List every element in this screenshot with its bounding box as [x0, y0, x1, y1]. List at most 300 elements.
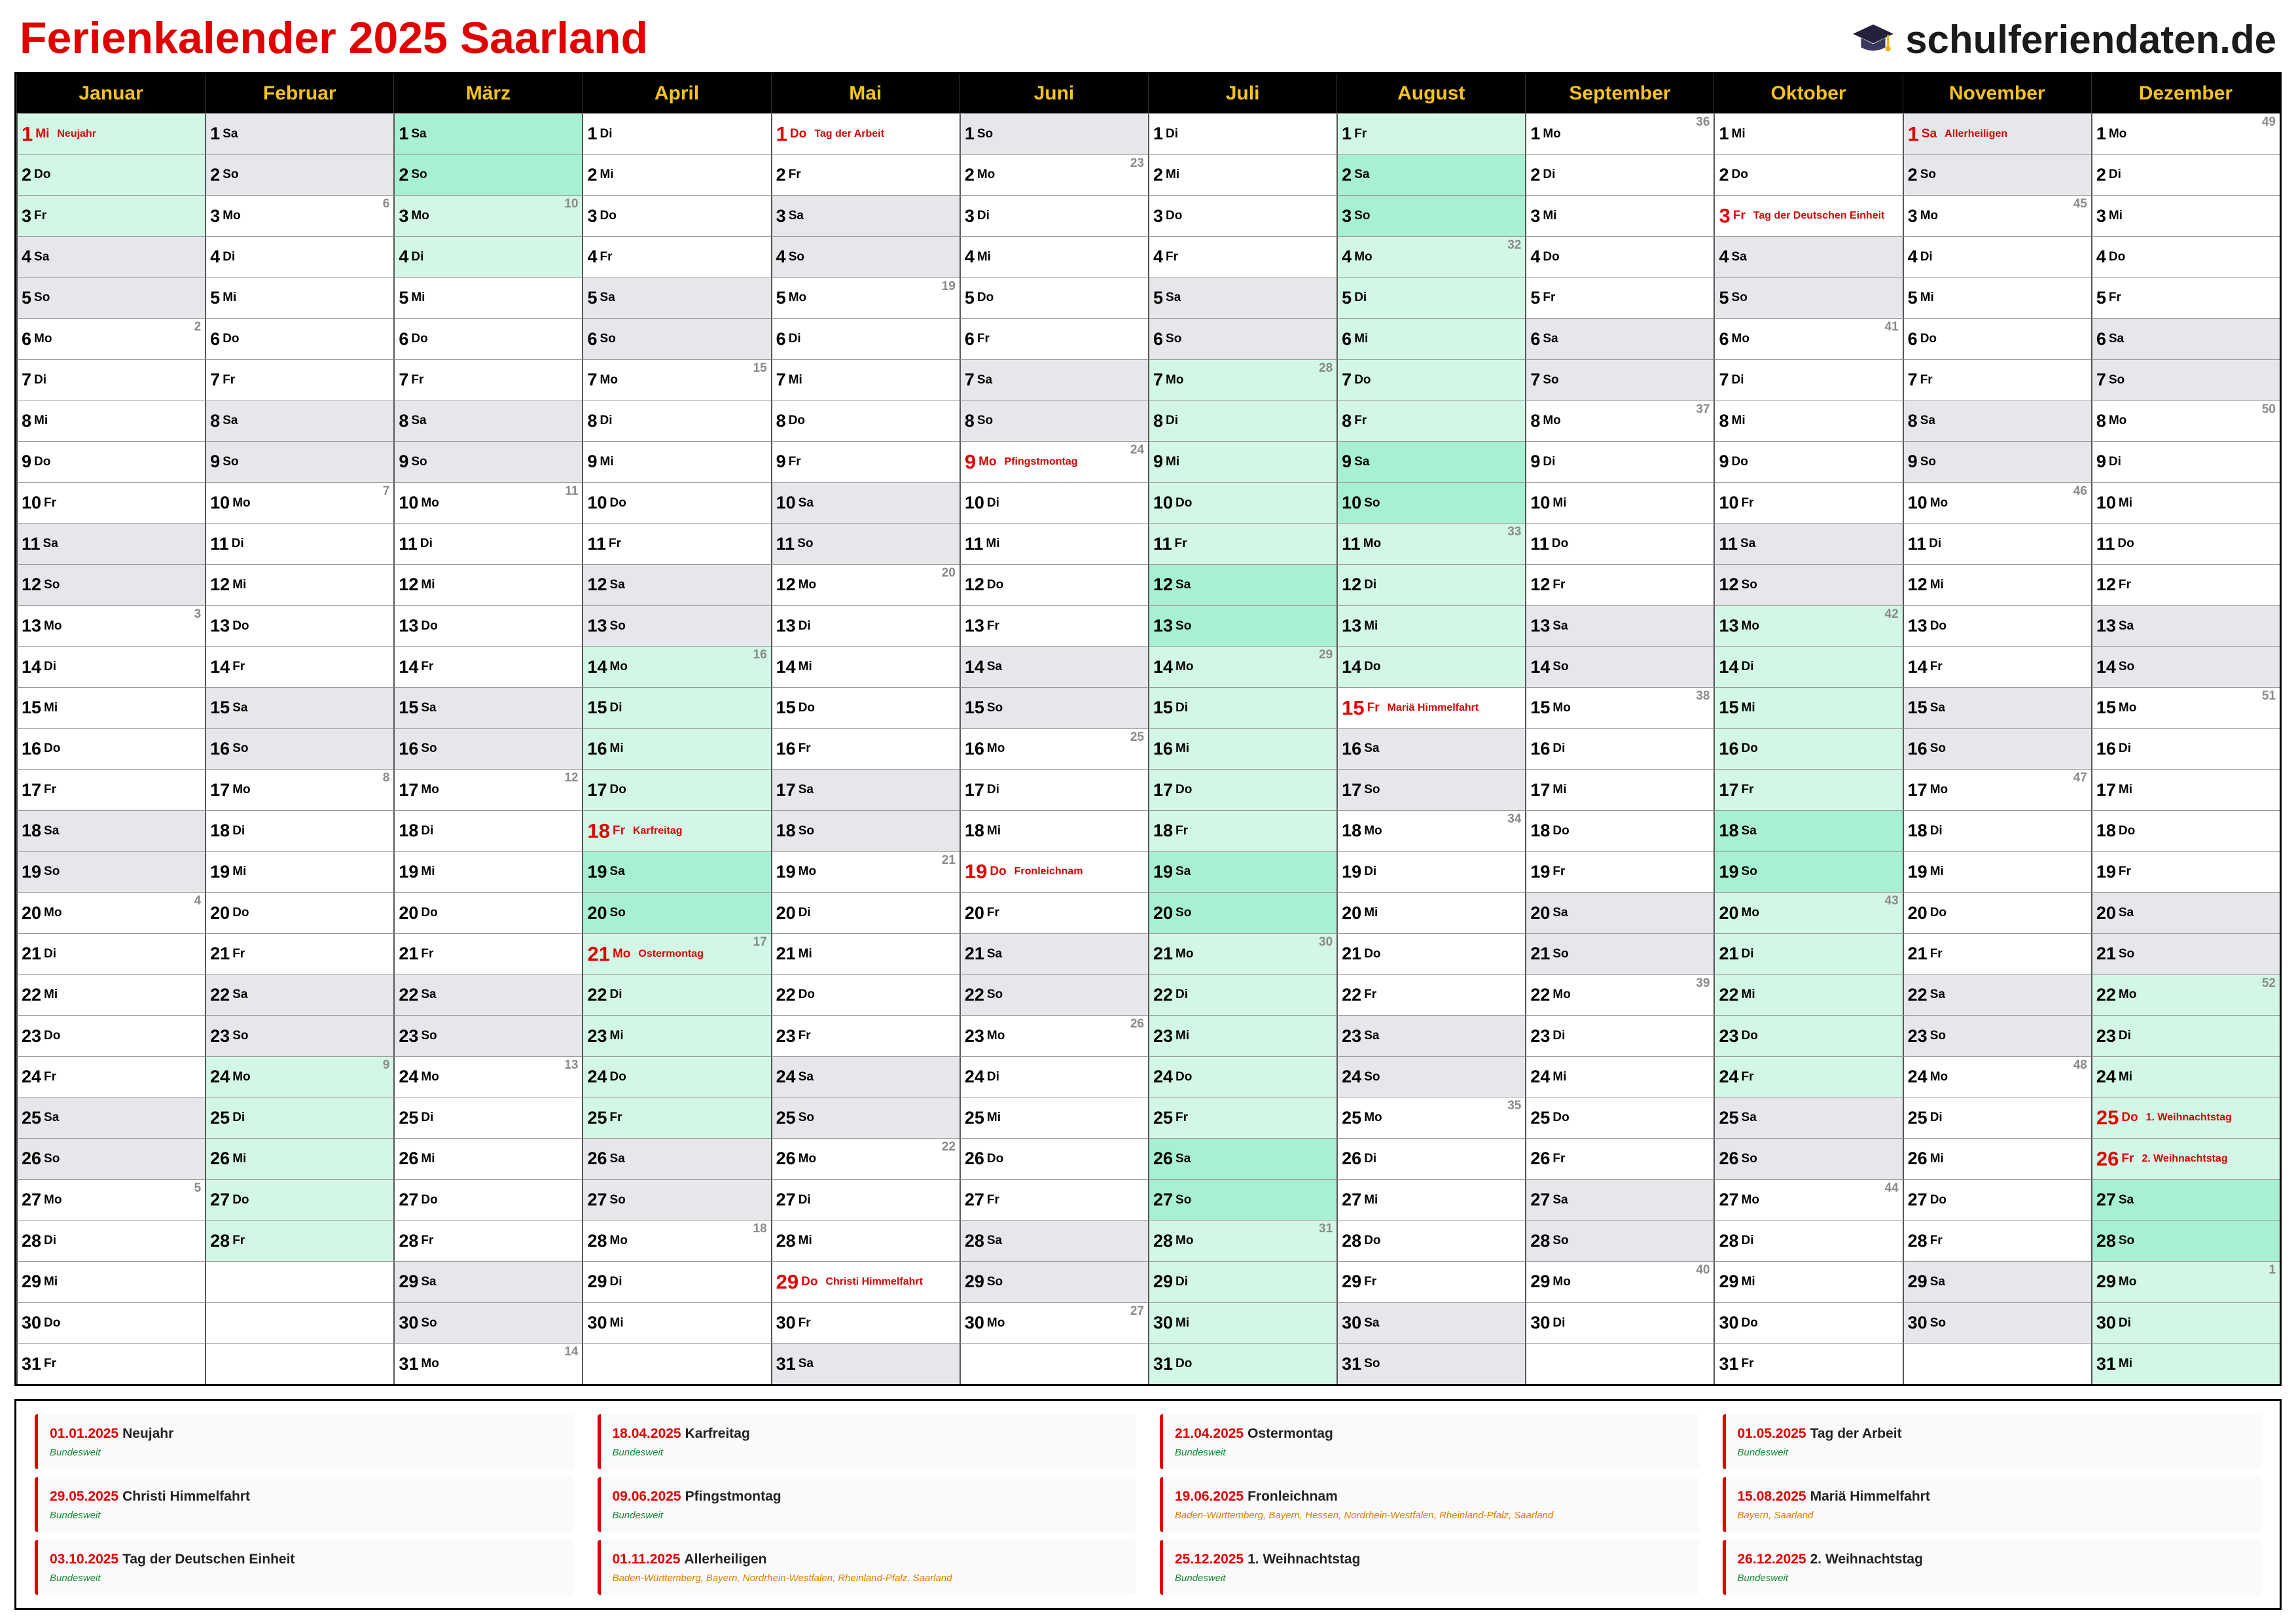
- day-cell: [1148, 1097, 1336, 1138]
- weekday-label: Mi: [44, 988, 58, 1002]
- day-number: 10: [1153, 493, 1174, 513]
- day-number: 7: [1530, 370, 1541, 390]
- day-number: 27: [587, 1190, 607, 1210]
- day-number: 17: [776, 779, 796, 800]
- day-cell: [771, 1343, 960, 1384]
- weekday-label: So: [1731, 291, 1748, 305]
- weekday-label: So: [411, 454, 427, 469]
- day-cell: [393, 318, 582, 359]
- day-cell: [771, 154, 960, 196]
- day-cell: [771, 1261, 960, 1302]
- day-cell: [205, 113, 393, 154]
- holiday-entry: [598, 1477, 1137, 1532]
- holiday-entry-title: [613, 1489, 1125, 1505]
- weekday-label: Do: [2108, 249, 2126, 264]
- day-number: 12: [1530, 575, 1551, 595]
- day-cell: [1148, 1220, 1336, 1261]
- day-cell: [2091, 1343, 2280, 1384]
- day-number: 23: [22, 1026, 42, 1046]
- day-number: 27: [22, 1190, 42, 1210]
- day-number: 25: [1719, 1107, 1739, 1128]
- day-cell: [393, 933, 582, 974]
- day-cell: [2091, 1015, 2280, 1056]
- day-cell: [960, 1097, 1148, 1138]
- weekday-label: Mo: [44, 1192, 62, 1207]
- day-number: 24: [1719, 1067, 1739, 1087]
- weekday-label: So: [1929, 1029, 1946, 1043]
- day-number: 26: [22, 1149, 42, 1169]
- day-number: 21: [399, 944, 419, 964]
- weekday-label: Di: [798, 618, 811, 633]
- week-number: 14: [564, 1345, 579, 1359]
- weekday-label: Fr: [232, 1234, 245, 1248]
- day-number: 28: [587, 1230, 607, 1251]
- day-number: 12: [210, 575, 230, 595]
- holiday-entry: [1723, 1477, 2262, 1532]
- day-number: 22: [776, 984, 796, 1005]
- day-cell: [771, 359, 960, 401]
- weekday-label: Do: [986, 577, 1004, 592]
- day-number: 30: [1342, 1313, 1362, 1333]
- day-cell: [582, 851, 770, 893]
- day-cell: [205, 851, 393, 893]
- day-cell: [1713, 441, 1902, 482]
- weekday-label: Mi: [977, 249, 991, 264]
- weekday-label: Sa: [1543, 332, 1558, 346]
- day-number: 8: [399, 410, 409, 431]
- day-cell: [1148, 401, 1336, 442]
- day-number: 28: [776, 1230, 796, 1251]
- weekday-label: Mi: [1741, 988, 1755, 1002]
- day-number: 16: [964, 738, 984, 758]
- weekday-label: Fr: [1175, 823, 1189, 838]
- day-number: 17: [210, 779, 230, 800]
- holiday-name: 2. Weihnachtstag: [1810, 1551, 1923, 1567]
- day-cell: [16, 769, 205, 810]
- week-number: 2: [194, 320, 202, 334]
- day-number: 1: [1342, 124, 1352, 144]
- day-number: 4: [1342, 247, 1352, 267]
- day-cell: [960, 401, 1148, 442]
- holiday-entry-title: [613, 1552, 1125, 1567]
- weekday-label: Di: [600, 126, 613, 141]
- weekday-label: Fr: [1166, 249, 1179, 264]
- day-cell: [1525, 646, 1713, 687]
- day-number: 20: [399, 902, 419, 923]
- day-cell: [1903, 1097, 2091, 1138]
- day-number: 31: [399, 1353, 419, 1374]
- day-number: 11: [22, 533, 41, 554]
- day-cell: [205, 318, 393, 359]
- weekday-label: Di: [1929, 823, 1943, 838]
- week-number: 5: [194, 1181, 202, 1195]
- day-number: 9: [1153, 452, 1164, 472]
- weekday-label: Mi: [1929, 865, 1944, 879]
- day-cell: [1903, 195, 2091, 236]
- day-number: 3: [1153, 205, 1164, 226]
- day-number: 23: [399, 1026, 419, 1046]
- day-cell: [771, 892, 960, 933]
- day-number: 6: [210, 329, 221, 349]
- weekday-label: Mo: [1552, 1274, 1571, 1289]
- day-cell: [1525, 277, 1713, 319]
- day-number: 26: [776, 1149, 796, 1169]
- day-cell: [2091, 851, 2280, 893]
- day-cell: [1903, 523, 2091, 564]
- day-number: 4: [776, 247, 786, 267]
- day-cell: [1525, 523, 1713, 564]
- day-cell: [1903, 1179, 2091, 1221]
- day-number: 29: [1153, 1272, 1174, 1292]
- week-number: 8: [382, 771, 390, 785]
- day-cell: [1336, 113, 1525, 154]
- day-cell: [1148, 605, 1336, 647]
- weekday-label: Do: [421, 618, 438, 633]
- weekday-label: Di: [1166, 414, 1179, 428]
- day-number: 3: [210, 205, 221, 226]
- weekday-label: Fr: [421, 1234, 434, 1248]
- day-cell: [1336, 195, 1525, 236]
- day-number: 1: [22, 122, 33, 145]
- weekday-label: So: [1741, 1151, 1757, 1166]
- day-cell: [1525, 236, 1713, 277]
- weekday-label: So: [609, 618, 626, 633]
- day-number: 21: [776, 944, 796, 964]
- weekday-label: So: [223, 168, 239, 182]
- day-cell: [1903, 277, 2091, 319]
- weekday-label: Sa: [2118, 1192, 2134, 1207]
- day-cell: [1148, 482, 1336, 524]
- holiday-date: 21.04.2025: [1175, 1425, 1244, 1441]
- day-cell: [1713, 113, 1902, 154]
- day-cell: [960, 974, 1148, 1016]
- day-cell: [1336, 974, 1525, 1016]
- week-number: 39: [1696, 976, 1710, 990]
- day-cell: [393, 1179, 582, 1221]
- day-number: 1: [1153, 124, 1164, 144]
- day-number: 21: [210, 944, 230, 964]
- day-cell: [960, 1302, 1148, 1344]
- holiday-regions: Bayern, Saarland: [1737, 1509, 1814, 1521]
- day-number: 16: [1530, 738, 1551, 758]
- weekday-label: Fr: [2121, 1151, 2134, 1166]
- day-cell: [1148, 195, 1336, 236]
- day-cell: [1336, 933, 1525, 974]
- day-cell: [771, 441, 960, 482]
- day-cell: [1336, 1261, 1525, 1302]
- weekday-label: So: [986, 988, 1003, 1002]
- day-number: 26: [399, 1149, 419, 1169]
- day-cell: [2091, 154, 2280, 196]
- day-number: 24: [1907, 1067, 1928, 1087]
- weekday-label: Sa: [609, 865, 625, 879]
- weekday-label: Di: [232, 1111, 245, 1125]
- day-number: 10: [587, 493, 607, 513]
- day-number: 13: [964, 616, 984, 636]
- weekday-label: Fr: [798, 1029, 811, 1043]
- day-cell: [393, 1056, 582, 1097]
- weekday-label: Fr: [609, 537, 622, 551]
- day-cell: [582, 646, 770, 687]
- day-number: 13: [1342, 616, 1362, 636]
- month-header: Januar: [16, 74, 205, 113]
- day-cell: [2091, 1179, 2280, 1221]
- day-cell: [2091, 236, 2280, 277]
- weekday-label: Do: [1552, 1111, 1570, 1125]
- day-number: 20: [2096, 902, 2116, 923]
- day-cell: [393, 851, 582, 893]
- day-number: 13: [2096, 616, 2116, 636]
- day-number: 18: [1342, 821, 1362, 841]
- day-cell: [1903, 318, 2091, 359]
- day-cell: [1903, 236, 2091, 277]
- day-number: 4: [210, 247, 221, 267]
- day-number: 12: [399, 575, 419, 595]
- day-number: 4: [1530, 247, 1541, 267]
- weekday-label: Sa: [1929, 988, 1945, 1002]
- weekday-label: Sa: [1552, 618, 1568, 633]
- day-cell: [1336, 1302, 1525, 1344]
- day-number: 29: [1530, 1272, 1551, 1292]
- day-cell: [205, 728, 393, 770]
- day-number: 2: [210, 164, 221, 185]
- day-number: 9: [1530, 452, 1541, 472]
- weekday-label: Sa: [1741, 823, 1757, 838]
- holiday-label: Karfreitag: [632, 825, 683, 836]
- weekday-label: Fr: [788, 168, 801, 182]
- day-number: 24: [210, 1067, 230, 1087]
- day-cell: [771, 523, 960, 564]
- day-number: 14: [2096, 656, 2116, 677]
- day-cell: [205, 1056, 393, 1097]
- weekday-label: Mo: [1552, 988, 1571, 1002]
- weekday-label: Sa: [232, 700, 248, 715]
- day-number: 24: [1342, 1067, 1362, 1087]
- day-cell: [1903, 728, 2091, 770]
- day-number: 8: [1530, 410, 1541, 431]
- day-number: 13: [399, 616, 419, 636]
- day-cell: [393, 482, 582, 524]
- weekday-label: Sa: [1364, 1029, 1380, 1043]
- weekday-label: So: [977, 414, 994, 428]
- day-number: 17: [587, 779, 607, 800]
- weekday-label: Sa: [1166, 291, 1181, 305]
- day-cell: [1903, 687, 2091, 728]
- weekday-label: Fr: [411, 372, 424, 387]
- day-cell: [16, 810, 205, 851]
- holiday-date: 09.06.2025: [612, 1488, 681, 1504]
- day-cell: [2091, 1138, 2280, 1179]
- weekday-label: Fr: [1364, 1274, 1377, 1289]
- day-cell: [16, 277, 205, 319]
- weekday-label: Mo: [34, 332, 52, 346]
- weekday-label: Fr: [1732, 209, 1746, 223]
- weekday-label: Fr: [44, 783, 57, 797]
- weekday-label: Do: [1552, 823, 1570, 838]
- day-cell: [582, 687, 770, 728]
- week-number: 52: [2261, 976, 2276, 990]
- holiday-entry-title: [1175, 1426, 1687, 1442]
- day-number: 30: [1153, 1313, 1174, 1333]
- day-number: 5: [587, 287, 598, 308]
- holiday-entry-title: [50, 1426, 562, 1442]
- week-number: 46: [2073, 484, 2087, 498]
- day-number: 19: [22, 861, 42, 882]
- brand-logo[interactable]: [1852, 13, 2276, 65]
- day-cell: [1713, 1097, 1902, 1138]
- day-number: 10: [1342, 493, 1362, 513]
- day-number: 2: [587, 164, 598, 185]
- weekday-label: Di: [609, 1274, 622, 1289]
- day-cell: [16, 974, 205, 1016]
- day-number: 14: [587, 656, 607, 677]
- day-cell: [1148, 1056, 1336, 1097]
- day-number: 12: [1719, 575, 1739, 595]
- weekday-label: Sa: [798, 495, 814, 510]
- weekday-label: Do: [1929, 906, 1947, 920]
- day-cell: [1525, 482, 1713, 524]
- week-number: 19: [941, 279, 956, 293]
- day-cell: [1525, 974, 1713, 1016]
- weekday-label: Di: [600, 414, 613, 428]
- day-number: 11: [1342, 533, 1361, 554]
- day-cell: [2091, 359, 2280, 401]
- weekday-label: Fr: [788, 454, 801, 469]
- holiday-label: Fronleichnam: [1014, 866, 1083, 878]
- day-cell: [1148, 1138, 1336, 1179]
- weekday-label: So: [1929, 1315, 1946, 1330]
- weekday-label: Do: [421, 906, 438, 920]
- day-cell: [1148, 687, 1336, 728]
- day-cell: [393, 728, 582, 770]
- day-number: 15: [1342, 696, 1365, 719]
- day-cell: [2091, 1261, 2280, 1302]
- day-number: 28: [1342, 1230, 1362, 1251]
- day-number: 12: [776, 575, 796, 595]
- weekday-label: Fr: [232, 660, 245, 674]
- weekday-label: Do: [1731, 168, 1748, 182]
- day-number: 29: [964, 1272, 984, 1292]
- day-cell: [1903, 810, 2091, 851]
- day-cell: [582, 974, 770, 1016]
- day-number: 5: [964, 287, 975, 308]
- holiday-entry-title: [1175, 1552, 1687, 1567]
- day-number: 24: [1153, 1067, 1174, 1087]
- day-number: 26: [2096, 1147, 2119, 1170]
- day-cell: [771, 851, 960, 893]
- day-number: 27: [2096, 1190, 2116, 1210]
- holiday-date: 18.04.2025: [612, 1425, 681, 1441]
- day-cell: [16, 523, 205, 564]
- day-cell: [1525, 441, 1713, 482]
- day-cell: [205, 1015, 393, 1056]
- day-cell: [1336, 1015, 1525, 1056]
- day-number: 25: [210, 1107, 230, 1128]
- weekday-label: Di: [34, 372, 47, 387]
- weekday-label: Do: [1175, 495, 1193, 510]
- brand-name: schulferiendaten.de: [1905, 17, 2276, 62]
- day-number: 20: [1530, 902, 1551, 923]
- day-number: 7: [399, 370, 409, 390]
- day-cell: [771, 1179, 960, 1221]
- weekday-label: So: [2118, 660, 2135, 674]
- weekday-label: Di: [411, 249, 424, 264]
- day-cell: [16, 441, 205, 482]
- day-number: 3: [1907, 205, 1918, 226]
- day-number: 21: [587, 942, 610, 965]
- day-cell: [960, 195, 1148, 236]
- day-number: 27: [964, 1190, 984, 1210]
- day-number: 5: [1153, 287, 1164, 308]
- day-number: 20: [1342, 902, 1362, 923]
- day-cell: [1336, 236, 1525, 277]
- day-cell: [2091, 933, 2280, 974]
- day-number: 26: [964, 1149, 984, 1169]
- day-cell: [205, 605, 393, 647]
- day-cell: [1148, 154, 1336, 196]
- day-cell: [1525, 1302, 1713, 1344]
- day-cell: [960, 1056, 1148, 1097]
- day-cell: [2091, 1220, 2280, 1261]
- day-number: 19: [1342, 861, 1362, 882]
- weekday-label: Sa: [1354, 168, 1370, 182]
- weekday-label: Fr: [44, 495, 57, 510]
- day-number: 8: [964, 410, 975, 431]
- weekday-label: Do: [1364, 946, 1381, 961]
- day-number: 1: [399, 124, 409, 144]
- weekday-label: Fr: [1929, 660, 1943, 674]
- weekday-label: Do: [977, 291, 994, 305]
- weekday-label: Di: [44, 946, 57, 961]
- day-number: 4: [1719, 247, 1729, 267]
- weekday-label: So: [44, 865, 60, 879]
- weekday-label: Di: [44, 1234, 57, 1248]
- weekday-label: Mo: [421, 1069, 439, 1084]
- day-cell: [16, 851, 205, 893]
- day-number: 18: [399, 821, 419, 841]
- day-number: 14: [399, 656, 419, 677]
- day-number: 11: [1907, 533, 1927, 554]
- day-cell: [16, 933, 205, 974]
- week-number: 48: [2073, 1058, 2087, 1072]
- day-number: 14: [1907, 656, 1928, 677]
- month-header: Dezember: [2091, 74, 2280, 113]
- holiday-entry: [1160, 1414, 1699, 1469]
- day-number: 7: [1719, 370, 1729, 390]
- holiday-label: Neujahr: [57, 128, 96, 139]
- day-cell: [16, 646, 205, 687]
- day-cell: [205, 277, 393, 319]
- day-number: 19: [776, 861, 796, 882]
- holiday-label: Christi Himmelfahrt: [825, 1275, 923, 1287]
- weekday-label: Do: [1929, 618, 1947, 633]
- weekday-label: Di: [986, 1069, 999, 1084]
- holiday-label: Tag der Deutschen Einheit: [1753, 210, 1885, 222]
- week-number: 9: [382, 1058, 390, 1072]
- weekday-label: Mo: [223, 209, 241, 223]
- weekday-label: Mo: [1741, 906, 1759, 920]
- weekday-label: Sa: [421, 1274, 437, 1289]
- day-number: 11: [1719, 533, 1738, 554]
- weekday-label: Di: [1175, 700, 1189, 715]
- day-cell: [771, 1056, 960, 1097]
- day-cell: [1903, 933, 2091, 974]
- day-cell: [205, 195, 393, 236]
- holiday-date: 26.12.2025: [1737, 1551, 1806, 1567]
- day-number: 4: [1153, 247, 1164, 267]
- weekday-label: Sa: [421, 700, 437, 715]
- week-number: 43: [1884, 894, 1899, 908]
